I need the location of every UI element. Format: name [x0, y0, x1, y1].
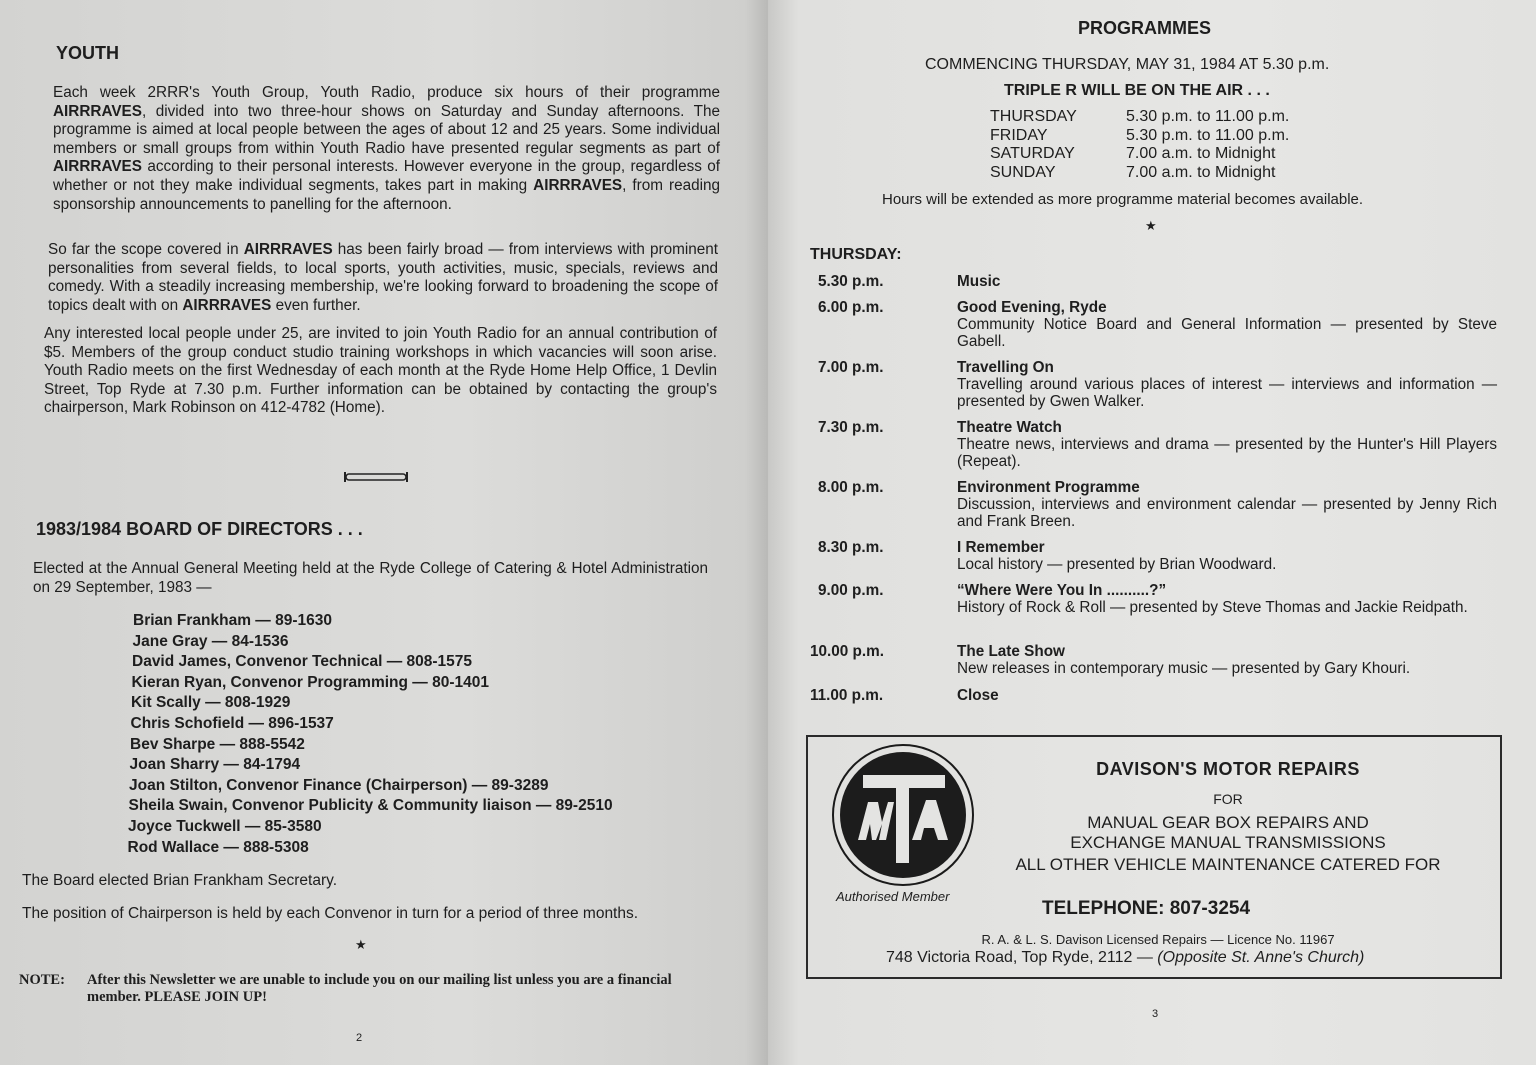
board-member: Joyce Tuckwell — 85-3580 — [128, 817, 322, 835]
star-icon: ★ — [1145, 218, 1157, 233]
board-member: Joan Stilton, Convenor Finance (Chairperson) — 89-3289 — [129, 776, 549, 794]
board-member: Rod Wallace — 888-5308 — [127, 838, 309, 856]
hours-time: 5.30 p.m. to 11.00 p.m. — [1126, 108, 1290, 125]
logo-caption: Authorised Member — [836, 889, 950, 904]
board-member: Jane Gray — 84-1536 — [132, 632, 289, 650]
ad-service-3: ALL OTHER VEHICLE MAINTENANCE CATERED FOR — [1015, 855, 1441, 874]
mta-logo-icon — [830, 742, 976, 888]
schedule-time: 7.30 p.m. — [818, 419, 884, 436]
schedule-time: 9.00 p.m. — [818, 582, 884, 599]
youth-paragraph-2: So far the scope covered in AIRRRAVES has been fairly broad — from interviews with prominent personalities from several fields, to local sports, youth activities, music, specials, reviews and comedy. With a steadily increasing membership, we're looking forward to broadening the scope of topics dealt with on AIRRRAVES even further. — [48, 241, 718, 314]
schedule-title: Music — [957, 273, 1001, 290]
board-member: Bev Sharpe — 888-5542 — [130, 735, 305, 753]
youth-paragraph-3: Any interested local people under 25, are invited to join Youth Radio for an annual contribution of $5. Members of the group conduct studio training workshops in which vacancies will soon arise. Youth Radio meets on the first Wednesday of each month at the Ryde Home Help Office, 1 Devlin Street, Top Ryde at 7.30 p.m. Further information can be obtained by contacting the group's chairperson, Mark Robinson on 412-4782 (Home). — [44, 325, 717, 417]
schedule-time: 5.30 p.m. — [818, 273, 884, 290]
ad-address-line — [886, 949, 1364, 967]
hours-row — [990, 108, 1289, 127]
schedule-description: Community Notice Board and General Information — presented by Steve Gabell. — [957, 316, 1497, 350]
schedule-time: 10.00 p.m. — [810, 643, 884, 660]
hours-day: FRIDAY — [990, 126, 1048, 144]
hours-note: Hours will be extended as more programme material becomes available. — [882, 191, 1364, 208]
schedule-time: 6.00 p.m. — [818, 299, 884, 316]
board-heading: 1983/1984 BOARD OF DIRECTORS . . . — [36, 519, 363, 539]
schedule-title: Environment Programme — [957, 479, 1140, 496]
secretary-note: The Board elected Brian Frankham Secretary. — [22, 872, 338, 889]
hours-day: THURSDAY — [990, 108, 1077, 125]
schedule-time: 7.00 p.m. — [818, 359, 884, 376]
note-text: After this Newsletter we are unable to include you on our mailing list unless you are a financial member. PLEASE JOIN UP! — [87, 972, 672, 1005]
note-label: NOTE: — [19, 972, 65, 988]
commencing-text: COMMENCING THURSDAY, MAY 31, 1984 AT 5.30 p.m. — [925, 56, 1330, 73]
board-member: David James, Convenor Technical — 808-1575 — [132, 653, 473, 671]
schedule-title: I Remember — [957, 539, 1045, 556]
divider-ornament-icon — [343, 471, 409, 483]
hours-day: SATURDAY — [990, 145, 1075, 162]
schedule-description: Theatre news, interviews and drama — presented by the Hunter's Hill Players (Repeat). — [957, 436, 1497, 470]
advertisement-box — [806, 735, 1502, 979]
schedule-title: Theatre Watch — [957, 419, 1062, 436]
ad-address: 748 Victoria Road, Top Ryde, 2112 — — [886, 949, 1153, 966]
programmes-heading: PROGRAMMES — [1078, 18, 1212, 38]
business-name: DAVISON'S MOTOR REPAIRS — [1096, 759, 1360, 779]
hours-day: SUNDAY — [990, 163, 1056, 181]
schedule-description: Local history — presented by Brian Woodward. — [957, 556, 1277, 573]
schedule-time: 8.30 p.m. — [818, 539, 884, 556]
chairperson-note: The position of Chairperson is held by each Convenor in turn for a period of three months. — [22, 905, 639, 922]
board-member: Brian Frankham — 89-1630 — [133, 612, 333, 629]
board-member: Chris Schofield — 896-1537 — [130, 714, 334, 732]
ad-for: FOR — [1213, 791, 1243, 807]
schedule-description: History of Rock & Roll — presented by Steve Thomas and Jackie Reidpath. — [957, 599, 1468, 616]
board-member: Joan Sharry — 84-1794 — [129, 756, 301, 774]
star-icon: ★ — [355, 937, 367, 952]
hours-time: 7.00 a.m. to Midnight — [1126, 145, 1276, 162]
schedule-description: Travelling around various places of interest — interviews and information — presented by Gwen Walker. — [957, 376, 1497, 410]
day-heading: THURSDAY: — [810, 246, 902, 263]
board-member: Kit Scally — 808-1929 — [131, 694, 291, 712]
ad-address-note: (Opposite St. Anne's Church) — [1157, 949, 1365, 966]
page-number: 2 — [356, 1032, 363, 1044]
page-number: 3 — [1152, 1008, 1159, 1020]
board-member: Sheila Swain, Convenor Publicity & Community liaison — 89-2510 — [128, 797, 613, 815]
board-member: Kieran Ryan, Convenor Programming — 80-1401 — [131, 673, 489, 691]
youth-heading: YOUTH — [56, 43, 119, 63]
board-intro: Elected at the Annual General Meeting held at the Ryde College of Catering & Hotel Administration on 29 September, 1983 — — [33, 560, 708, 596]
on-air-text: TRIPLE R WILL BE ON THE AIR . . . — [1004, 82, 1270, 99]
schedule-description: New releases in contemporary music — presented by Gary Khouri. — [957, 660, 1411, 677]
hours-row — [990, 164, 1289, 183]
ad-service-2: EXCHANGE MANUAL TRANSMISSIONS — [1070, 833, 1386, 852]
schedule-title: The Late Show — [957, 643, 1065, 660]
schedule-title: Travelling On — [957, 359, 1054, 376]
hours-row — [990, 145, 1289, 164]
ad-service-1: MANUAL GEAR BOX REPAIRS AND — [1087, 813, 1369, 832]
youth-paragraph-1: Each week 2RRR's Youth Group, Youth Radio, produce six hours of their programme AIRRRAVES, divided into two three-hour shows on Saturday and Sunday afternoons. The programme is aimed at local people between the ages of about 12 and 25 years. Some individual members or small groups from within Youth Radio have presented regular segments as part of AIRRRAVES according to their personal interests. However everyone in the group, regardless of whether or not they make individual segments, takes part in making AIRRRAVES, from reading sponsorship announcements to panelling for the afternoon. — [53, 84, 721, 213]
schedule-title: Close — [957, 687, 999, 704]
schedule-title: “Where Were You In ..........?” — [957, 582, 1167, 599]
schedule-title: Good Evening, Ryde — [957, 299, 1107, 316]
ad-licence: R. A. & L. S. Davison Licensed Repairs — Licence No. 11967 — [981, 932, 1335, 947]
schedule-time: 11.00 p.m. — [810, 687, 884, 704]
broadcast-hours-table — [990, 108, 1289, 182]
schedule-time: 8.00 p.m. — [818, 479, 884, 496]
hours-time: 5.30 p.m. to 11.00 p.m. — [1126, 126, 1290, 144]
ad-telephone: TELEPHONE: 807-3254 — [1042, 898, 1251, 919]
schedule-description: Discussion, interviews and environment calendar — presented by Jenny Rich and Frank Breen. — [957, 496, 1497, 530]
board-member-list — [128, 611, 613, 858]
hours-row — [990, 127, 1289, 146]
hours-time: 7.00 a.m. to Midnight — [1126, 163, 1276, 181]
